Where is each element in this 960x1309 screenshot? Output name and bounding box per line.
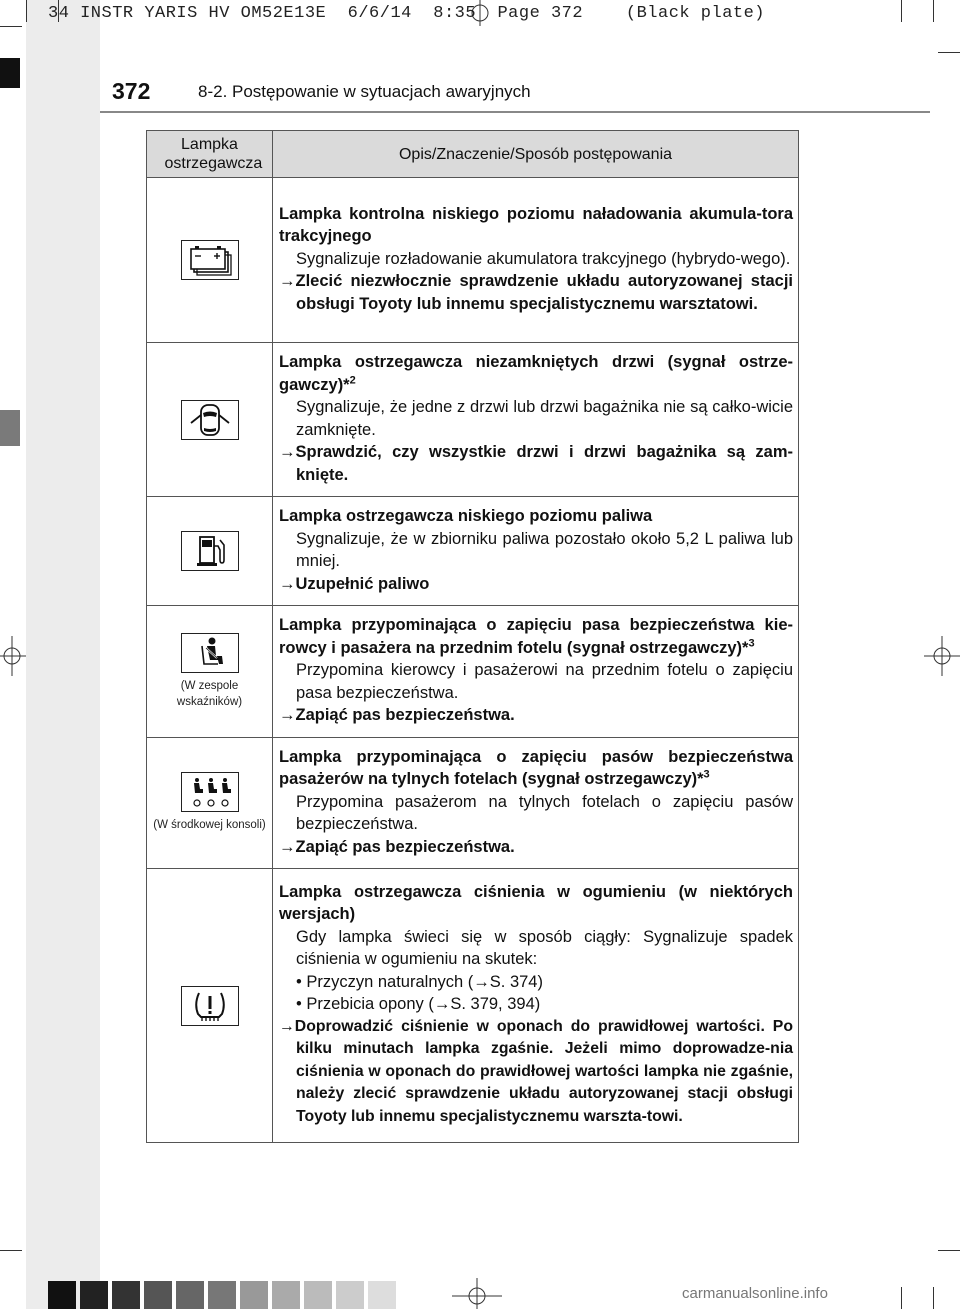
open-door-icon [181,400,239,440]
warning-lamps-table [146,130,799,1143]
lamp-description [273,869,799,1143]
crop-mark [933,0,934,22]
chapter-tab-grey [0,410,20,446]
arrow-icon: → [279,443,296,461]
lamp-meaning: Sygnalizuje, że w zbiorniku paliwa pozostało około 5,2 L paliwa lub mniej. [296,529,793,570]
lamp-meaning: Przypomina pasażerom na tylnych fotelach o zapięciu pasów bezpieczeństwa. [296,792,793,833]
lamp-icon-cell [147,869,273,1143]
lamp-title: Lampka ostrzegawcza niezamkniętych drzwi (sygnał ostrze-gawczy)*$^2$ [279,353,793,394]
table-row [147,343,799,497]
arrow-icon: → [279,1017,295,1035]
arrow-icon: → [279,837,296,856]
lamp-action: →Uzupełnić paliwo [279,574,430,593]
crop-mark [0,26,22,27]
column-header-description: Opis/Znaczenie/Sposób postępowania [273,131,799,178]
crop-mark [0,1250,22,1251]
lamp-action: →Zlecić niezwłocznie sprawdzenie układu autoryzowanej stacji obsługi Toyoty lub innemu specjalistycznemu warsztatowi. [279,272,793,313]
lamp-action: →Zapiąć pas bezpieczeństwa. [279,706,515,724]
lamp-description [273,343,799,497]
lamp-title: Lampka kontrolna niskiego poziomu naładowania akumula-tora trakcyjnego [279,204,793,246]
registration-mark-icon [0,636,26,676]
rear-seatbelts-icon [181,772,239,812]
column-header-lamp: Lampka ostrzegawcza [147,131,273,178]
lamp-icon-cell [147,343,273,497]
arrow-icon: → [279,272,296,291]
lamp-description [273,737,799,869]
lamp-description [273,178,799,343]
lamp-icon-cell [147,178,273,343]
table-row [147,606,799,738]
lamp-title: Lampka przypominająca o zapięciu pasa bezpieczeństwa kie-rowcy i pasażera na przednim fotelu (sygnał ostrzegawczy)*$^3$ [279,616,793,657]
table-row [147,737,799,869]
lamp-title: Lampka ostrzegawcza niskiego poziomu paliwa [279,507,653,525]
lamp-icon-cell [147,737,273,869]
icon-caption: (W środkowej konsoli) [153,819,266,832]
arrow-icon: → [279,574,296,593]
header-rule [100,111,930,113]
section-title: 8-2. Postępowanie w sytuacjach awaryjnych [198,82,531,101]
lamp-description [273,497,799,606]
lamp-meaning: Gdy lampka świeci się w sposób ciągły: Sygnalizuje spadek ciśnienia w ogumieniu na skutek: [296,927,793,969]
page-number: 372 [112,78,151,104]
lamp-meaning: Sygnalizuje rozładowanie akumulatora trakcyjnego (hybrydo-wego). [296,249,791,268]
list-item: • Przebicia opony (→S. 379, 394) [296,995,541,1014]
table-row [147,178,799,343]
print-color-bar [48,1281,400,1309]
watermark: carmanualsonline.info [682,1285,828,1302]
lamp-icon-cell [147,497,273,606]
lamp-title: Lampka ostrzegawcza ciśnienia w ogumieniu (w niektórych wersjach) [279,882,793,924]
icon-caption: (W zespole wskaźników) [176,679,243,708]
lamp-title: Lampka przypominająca o zapięciu pasów bezpieczeństwa pasażerów na tylnych fotelach (sygnał ostrzegawczy)*$^3$ [279,747,793,788]
lamp-description [273,606,799,738]
print-slug: 34 INSTR YARIS HV OM52E13E 6/6/14 8:35 Page 372 (Black plate) [48,4,766,23]
lamp-icon-cell [147,606,273,738]
crop-mark [938,1250,960,1251]
arrow-icon: → [279,706,296,724]
arrow-icon: → [473,972,490,991]
lamp-meaning: Przypomina kierowcy i pasażerowi na przednim fotelu o zapięciu pasa bezpieczeństwa. [296,661,793,702]
seatbelt-icon [181,633,239,673]
table-row [147,497,799,606]
crop-mark [901,0,902,22]
crop-mark [933,1287,934,1309]
table-row [147,869,799,1143]
fuel-pump-icon [181,531,239,571]
crop-mark [26,0,27,22]
list-item: • Przyczyn naturalnych (→S. 374) [296,972,543,991]
crop-mark [901,1287,902,1309]
registration-mark-icon [452,1278,502,1309]
lamp-action: →Doprowadzić ciśnienie w oponach do prawidłowej wartości. Po kilku minutach lampka zgaśnie. Jeżeli mimo doprowadze-nia ciśnienia w oponach do prawidłowej wartości lampka nie zgaśnie, należy zlecić sprawdzenie układu autoryzowanej stacji obsługi Toyoty lub innemu specjalistycznemu warszta-towi. [279,1017,793,1125]
tire-pressure-icon [181,986,239,1026]
lamp-meaning: Sygnalizuje, że jedne z drzwi lub drzwi bagażnika nie są całko-wicie zamknięte. [296,398,793,439]
chapter-tab-black [0,58,20,88]
registration-mark-icon [924,636,960,676]
table-header-row [147,131,799,178]
lamp-action: →Zapiąć pas bezpieczeństwa. [279,837,515,856]
crop-mark [938,52,960,53]
battery-icon [181,240,239,280]
arrow-icon: → [433,995,451,1014]
lamp-action: →Sprawdzić, czy wszystkie drzwi i drzwi bagażnika są zam-knięte. [279,443,793,484]
